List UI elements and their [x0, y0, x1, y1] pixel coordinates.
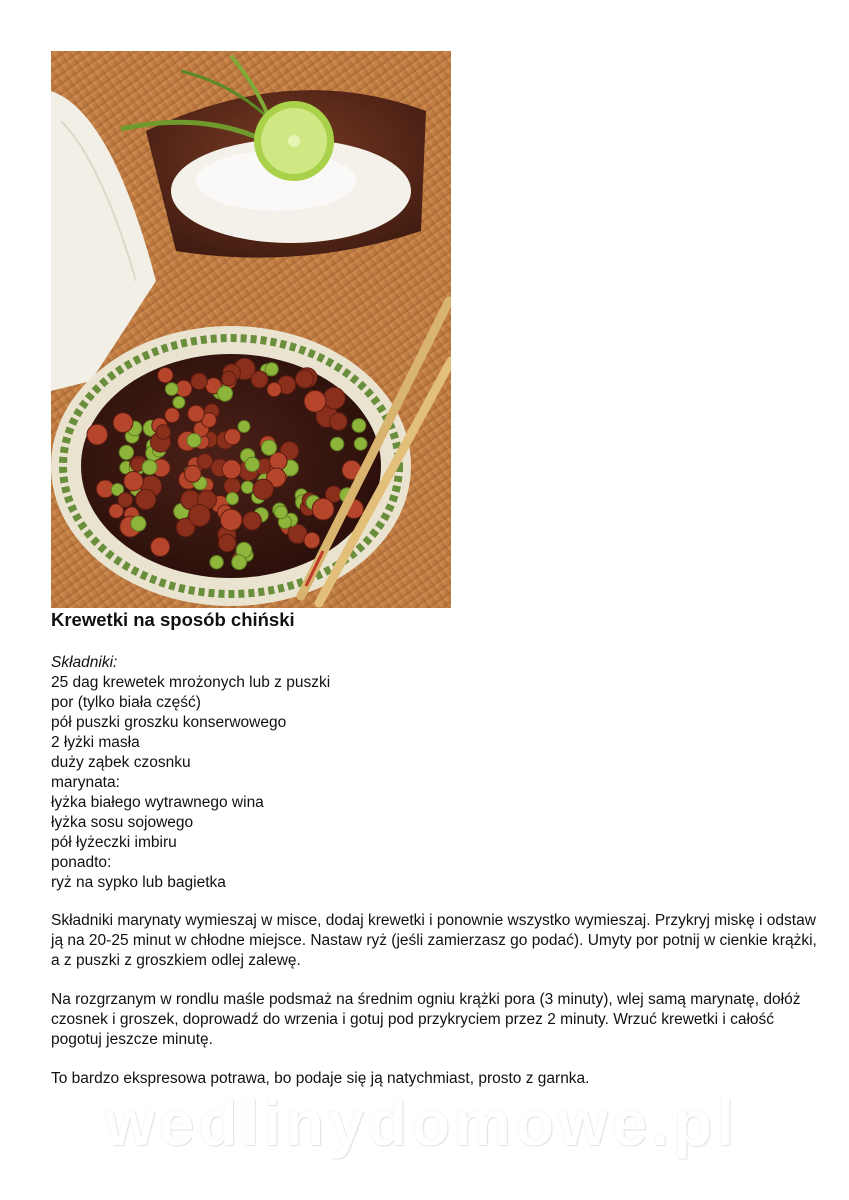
shrimp — [158, 368, 173, 383]
ingredient-item: duży ząbek czosnku — [51, 754, 191, 771]
shrimp — [184, 465, 201, 482]
shrimp — [251, 371, 268, 388]
ingredient-item: łyżka sosu sojowego — [51, 814, 194, 831]
shrimp — [304, 390, 326, 412]
pea — [245, 457, 259, 471]
shrimp — [304, 532, 320, 548]
shrimp — [296, 370, 314, 388]
ingredient-item: pół puszki groszku konserwowego — [51, 714, 287, 731]
shrimp — [243, 512, 261, 530]
ingredients-heading: Składniki: — [51, 654, 118, 671]
pea — [119, 445, 133, 459]
pea — [187, 434, 201, 448]
shrimp — [188, 405, 205, 422]
ingredient-item: ponadto: — [51, 854, 112, 871]
instructions-paragraph-3: To bardzo ekspresowa potrawa, bo podaje się ją natychmiast, prosto z garnka. — [51, 1070, 590, 1087]
pea — [226, 493, 238, 505]
pea — [232, 555, 247, 570]
shrimp — [151, 537, 170, 556]
shrimp — [113, 413, 133, 433]
pea — [173, 396, 185, 408]
shrimp — [218, 534, 236, 552]
recipe-title: Krewetki na sposób chiński — [51, 609, 295, 630]
pea — [261, 440, 276, 455]
instructions-paragraph-2: Na rozgrzanym w rondlu maśle podsmaż na średnim ogniu krążki pora (3 minuty), wlej samą marynatę, dołóż czosnek i groszek, doprowadź do wrzenia i gotuj pod przykryciem przez 2 minuty. Wrzuć krewetki i całość pogotuj jeszcze minutę. — [51, 991, 801, 1048]
shrimp — [191, 373, 207, 389]
shrimp — [222, 460, 241, 479]
recipe-photo — [51, 51, 451, 608]
pea — [238, 421, 250, 433]
ingredient-item: 25 dag krewetek mrożonych lub z puszki — [51, 674, 331, 691]
shrimp — [220, 509, 242, 531]
shrimp — [312, 498, 334, 520]
shrimp — [330, 413, 348, 431]
shrimp — [222, 371, 236, 385]
shrimp — [118, 493, 133, 508]
ingredient-item: ryż na sypko lub bagietka — [51, 874, 226, 891]
ingredients-list — [51, 653, 330, 893]
shrimp — [136, 489, 156, 509]
ingredient-item: 2 łyżki masła — [51, 734, 140, 751]
pea — [210, 556, 223, 569]
pea — [274, 506, 287, 519]
shrimp — [189, 505, 211, 527]
pea — [330, 437, 343, 450]
shrimp — [225, 429, 241, 445]
instructions-paragraph-1: Składniki marynaty wymieszaj w misce, dodaj krewetki i ponownie wszystko wymieszaj. Przykryj miskę i odstaw ją na 20-25 minut w chłodne miejsce. Nastaw ryż (jeśli zamierzasz go podać). Umyty por potnij w cienkie krążki, a z puszki z groszkiem odlej zalewę. — [51, 912, 817, 969]
ingredient-item: marynata: — [51, 774, 120, 791]
ingredient-item: por (tylko biała część) — [51, 694, 201, 711]
ingredient-item: pół łyżeczki imbiru — [51, 834, 177, 851]
pea — [142, 460, 157, 475]
ingredient-item: łyżka białego wytrawnego wina — [51, 794, 264, 811]
watermark-logo: wedlinydomowe.pl — [105, 1087, 738, 1159]
shrimp — [156, 425, 171, 440]
shrimp — [197, 454, 212, 469]
pea — [354, 437, 367, 450]
pea — [165, 383, 178, 396]
shrimp — [224, 478, 241, 495]
pea — [217, 386, 232, 401]
pea — [241, 481, 253, 493]
shrimp — [324, 387, 346, 409]
shrimp — [253, 479, 273, 499]
shrimp — [87, 424, 108, 445]
pea — [265, 363, 278, 376]
shrimp — [124, 472, 143, 491]
shrimp — [267, 382, 281, 396]
pea — [131, 516, 146, 531]
shrimp — [165, 408, 180, 423]
pea — [352, 419, 366, 433]
